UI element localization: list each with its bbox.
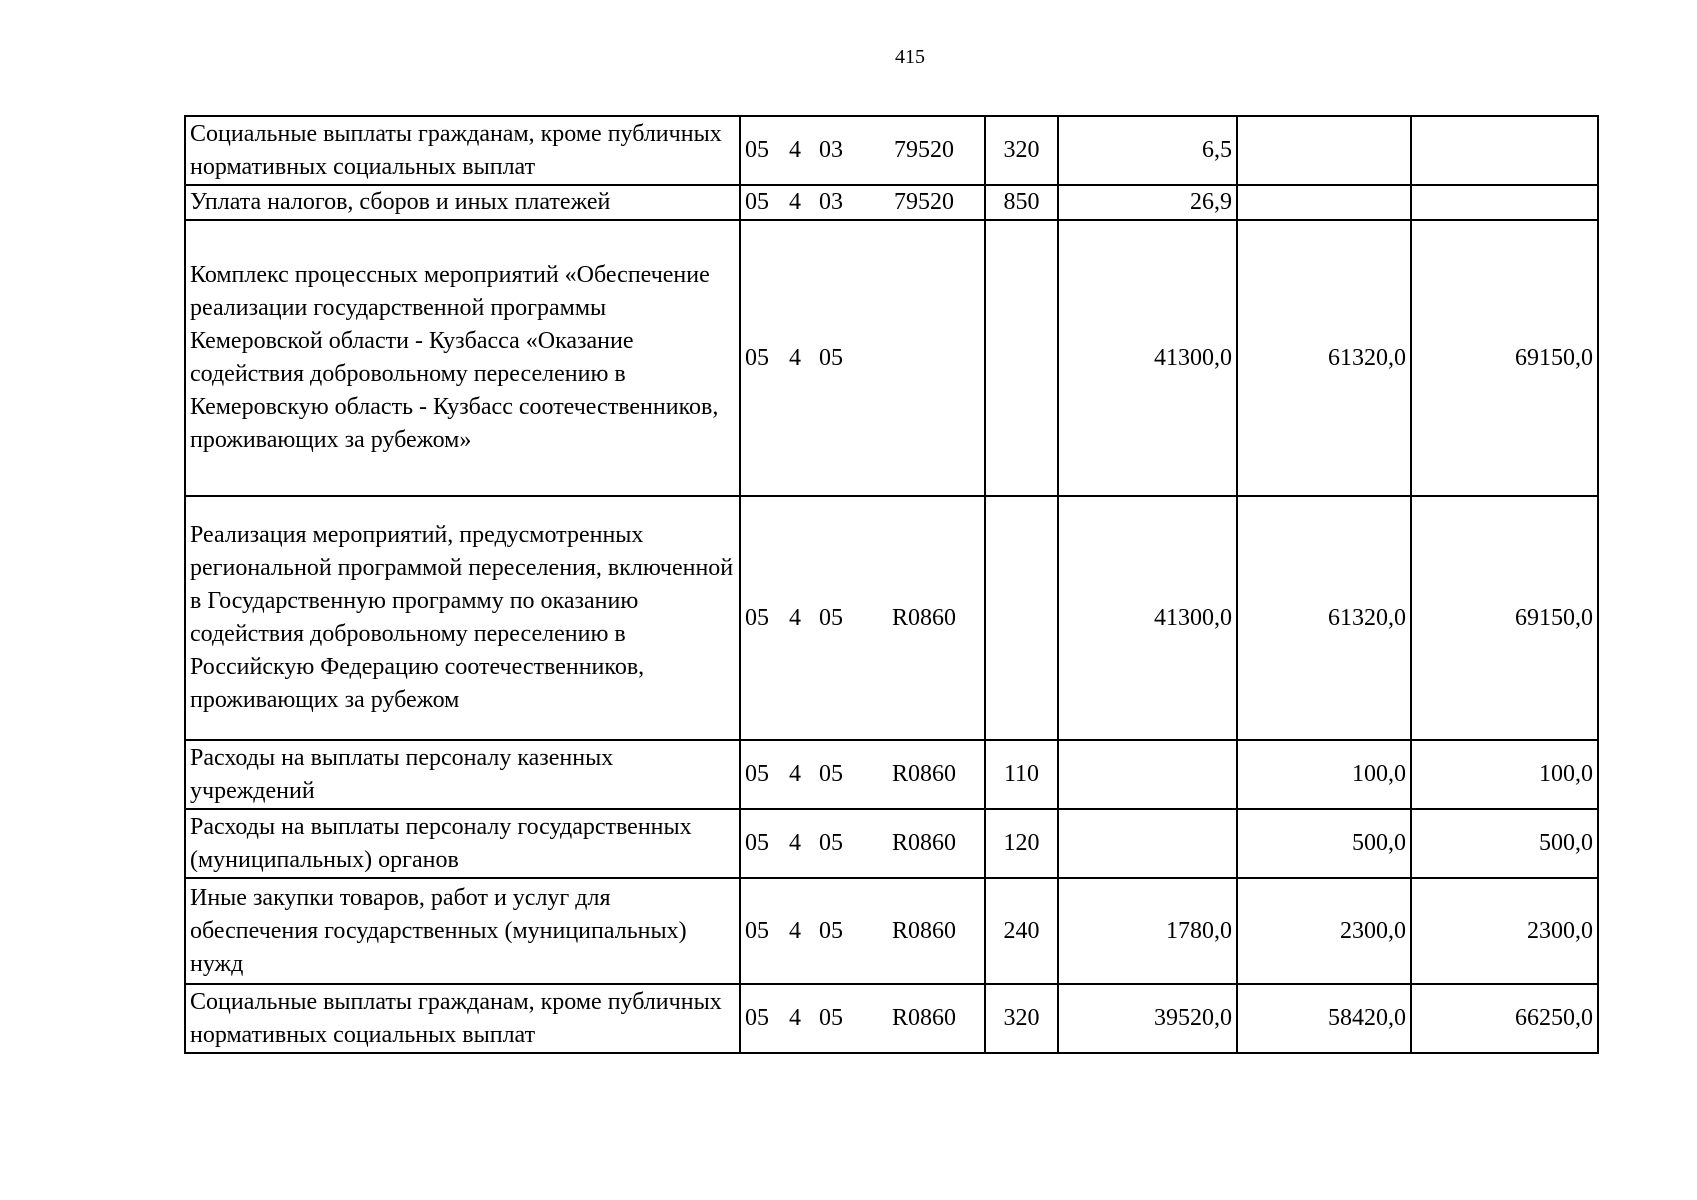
code-direction: 79520 bbox=[894, 137, 954, 163]
row-value-1: 6,5 bbox=[1058, 116, 1237, 185]
code-section: 05 bbox=[745, 189, 769, 215]
code-subprogram: 05 bbox=[819, 761, 843, 787]
code-section: 05 bbox=[745, 917, 769, 944]
table-row bbox=[185, 740, 1598, 809]
row-value-1: 39520,0 bbox=[1058, 984, 1237, 1053]
row-name: Расходы на выплаты персоналу казенных учреждений bbox=[185, 740, 740, 809]
row-value-1: 41300,0 bbox=[1058, 496, 1237, 740]
row-value-2: 58420,0 bbox=[1237, 984, 1411, 1053]
row-expense-type: 110 bbox=[985, 740, 1058, 809]
row-value-3: 2300,0 bbox=[1411, 878, 1598, 984]
code-subprogram: 05 bbox=[819, 344, 843, 371]
table-row bbox=[185, 809, 1598, 878]
code-direction: R0860 bbox=[891, 917, 956, 944]
code-subprogram: 05 bbox=[819, 830, 843, 856]
code-subprogram: 05 bbox=[819, 917, 843, 944]
code-direction: R0860 bbox=[891, 830, 956, 856]
row-code bbox=[740, 740, 985, 809]
row-value-2: 500,0 bbox=[1237, 809, 1411, 878]
table-row bbox=[185, 984, 1598, 1053]
row-name: Уплата налогов, сборов и иных платежей bbox=[185, 185, 740, 220]
code-subprogram: 05 bbox=[819, 1005, 843, 1031]
code-subprogram: 03 bbox=[819, 137, 843, 163]
row-value-3: 100,0 bbox=[1411, 740, 1598, 809]
row-value-1: 1780,0 bbox=[1058, 878, 1237, 984]
row-value-1: 41300,0 bbox=[1058, 220, 1237, 496]
code-program: 4 bbox=[789, 830, 801, 856]
table-row bbox=[185, 116, 1598, 185]
row-expense-type bbox=[985, 220, 1058, 496]
code-direction: R0860 bbox=[891, 1005, 956, 1031]
code-program: 4 bbox=[789, 137, 801, 163]
row-value-3 bbox=[1411, 116, 1598, 185]
row-code bbox=[740, 496, 985, 740]
row-name: Социальные выплаты гражданам, кроме публичных нормативных социальных выплат bbox=[185, 984, 740, 1053]
code-program: 4 bbox=[789, 761, 801, 787]
budget-table bbox=[184, 115, 1599, 1054]
code-section: 05 bbox=[745, 830, 769, 856]
row-code bbox=[740, 878, 985, 984]
row-value-2 bbox=[1237, 185, 1411, 220]
row-expense-type: 850 bbox=[985, 185, 1058, 220]
code-section: 05 bbox=[745, 761, 769, 787]
row-value-2: 61320,0 bbox=[1237, 220, 1411, 496]
code-program: 4 bbox=[789, 189, 801, 215]
row-name: Реализация мероприятий, предусмотренных региональной программой переселения, включенной в Государственную программу по оказанию содействия добровольному переселению в Российскую Федерацию соотечественников, проживающих за рубежом bbox=[185, 496, 740, 740]
code-direction: 79520 bbox=[894, 189, 954, 215]
row-expense-type: 320 bbox=[985, 984, 1058, 1053]
row-value-3: 500,0 bbox=[1411, 809, 1598, 878]
code-section: 05 bbox=[745, 604, 769, 631]
code-direction: R0860 bbox=[891, 604, 956, 631]
row-code bbox=[740, 984, 985, 1053]
row-value-3: 66250,0 bbox=[1411, 984, 1598, 1053]
row-value-2: 100,0 bbox=[1237, 740, 1411, 809]
code-program: 4 bbox=[789, 917, 801, 944]
row-expense-type: 240 bbox=[985, 878, 1058, 984]
code-program: 4 bbox=[789, 344, 801, 371]
row-value-2 bbox=[1237, 116, 1411, 185]
row-name: Социальные выплаты гражданам, кроме публичных нормативных социальных выплат bbox=[185, 116, 740, 185]
row-expense-type: 320 bbox=[985, 116, 1058, 185]
row-name: Иные закупки товаров, работ и услуг для обеспечения государственных (муниципальных) нужд bbox=[185, 878, 740, 984]
row-value-1 bbox=[1058, 809, 1237, 878]
row-value-2: 2300,0 bbox=[1237, 878, 1411, 984]
row-code bbox=[740, 809, 985, 878]
code-subprogram: 05 bbox=[819, 604, 843, 631]
code-section: 05 bbox=[745, 344, 769, 371]
row-value-1 bbox=[1058, 740, 1237, 809]
code-section: 05 bbox=[745, 1005, 769, 1031]
table-row bbox=[185, 185, 1598, 220]
code-direction: R0860 bbox=[891, 761, 956, 787]
row-code bbox=[740, 116, 985, 185]
code-section: 05 bbox=[745, 137, 769, 163]
row-code bbox=[740, 185, 985, 220]
row-value-3: 69150,0 bbox=[1411, 220, 1598, 496]
code-subprogram: 03 bbox=[819, 189, 843, 215]
row-value-3 bbox=[1411, 185, 1598, 220]
row-value-2: 61320,0 bbox=[1237, 496, 1411, 740]
page-number: 415 bbox=[895, 46, 925, 68]
row-value-3: 69150,0 bbox=[1411, 496, 1598, 740]
code-program: 4 bbox=[789, 604, 801, 631]
row-name: Расходы на выплаты персоналу государственных (муниципальных) органов bbox=[185, 809, 740, 878]
table-row bbox=[185, 496, 1598, 740]
row-expense-type: 120 bbox=[985, 809, 1058, 878]
table-row bbox=[185, 220, 1598, 496]
row-expense-type bbox=[985, 496, 1058, 740]
row-name: Комплекс процессных мероприятий «Обеспечение реализации государственной программы Кемеровской области - Кузбасса «Оказание содействия добровольному переселению в Кемеровскую область - Кузбасс соотечественников, проживающих за рубежом» bbox=[185, 220, 740, 496]
row-code bbox=[740, 220, 985, 496]
table-row bbox=[185, 878, 1598, 984]
code-program: 4 bbox=[789, 1005, 801, 1031]
row-value-1: 26,9 bbox=[1058, 185, 1237, 220]
